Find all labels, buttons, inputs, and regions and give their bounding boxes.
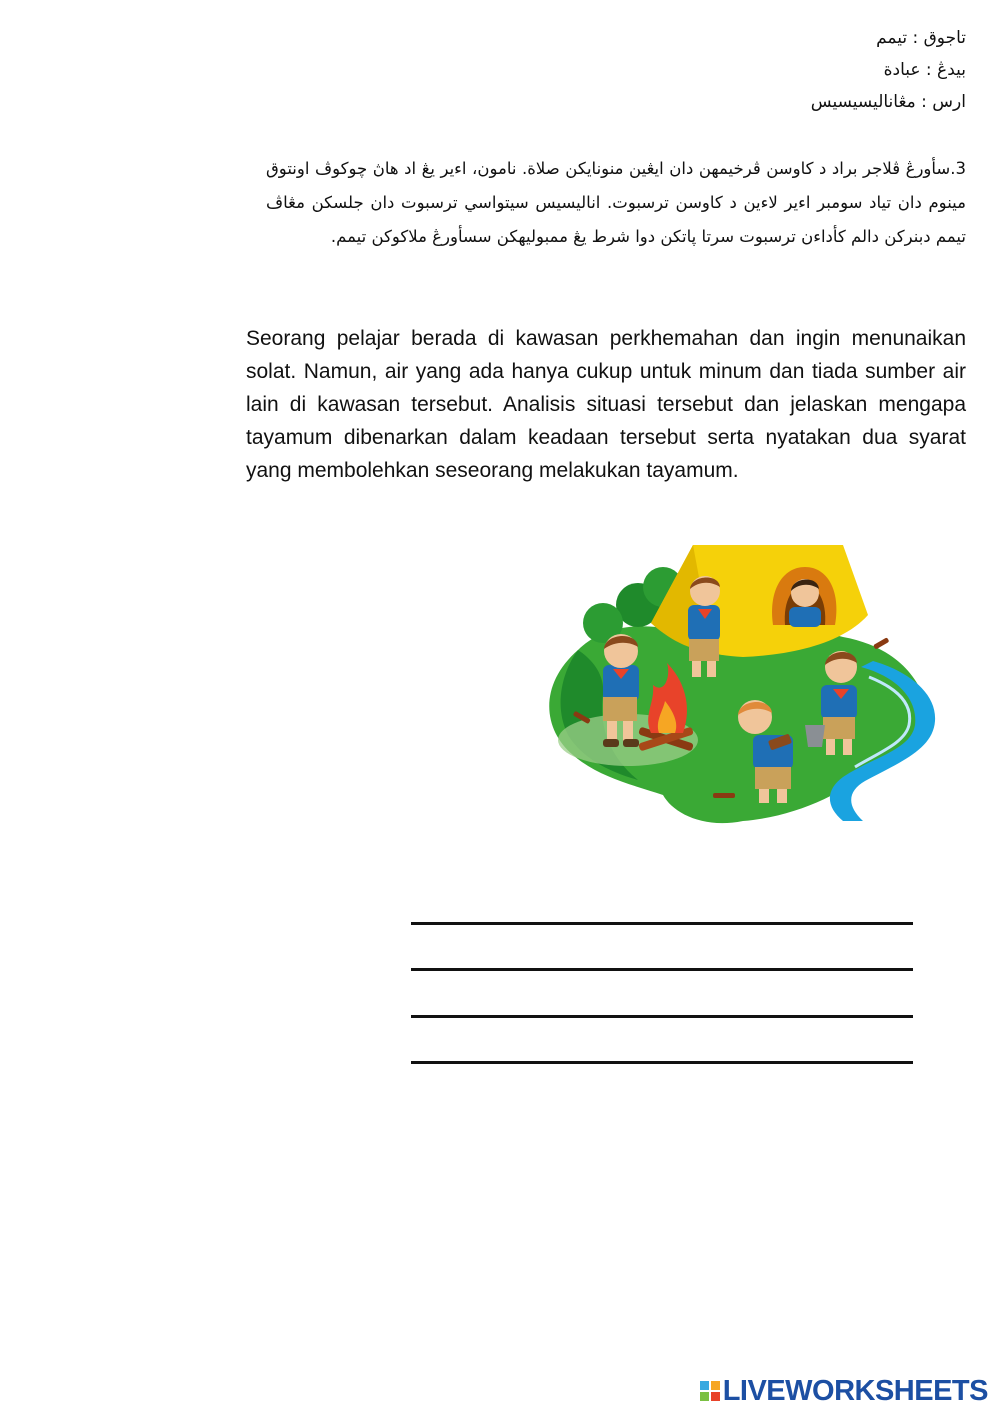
answer-line-1[interactable] xyxy=(411,922,913,925)
liveworksheets-logo-icon xyxy=(700,1381,720,1401)
bucket xyxy=(805,725,825,747)
answer-line-3[interactable] xyxy=(411,1015,913,1018)
stick xyxy=(873,637,889,649)
stick xyxy=(713,793,735,798)
answer-line-2[interactable] xyxy=(411,968,913,971)
brand-name: LIVEWORKSHEETS xyxy=(722,1374,988,1407)
field-label: بيدڠ : عبادة xyxy=(883,60,966,80)
level-label: ارس : مڠاناليسيسيس xyxy=(810,92,966,112)
worksheet-header xyxy=(466,22,966,118)
topic-label: تاجوق : تيمم xyxy=(876,28,966,48)
camping-scene-illustration xyxy=(543,545,943,833)
question-rumi: Seorang pelajar berada di kawasan perkhemahan dan ingin menunaikan solat. Namun, air yang ada hanya cukup untuk minum dan tiada sumber air lain di kawasan tersebut. Analisis situasi tersebut dan jelaskan mengapa tayamum dibenarkan dalam keadaan tersebut serta nyatakan dua syarat yang membolehkan seseorang melakukan tayamum. xyxy=(246,327,966,482)
question-jawi: 3.سأورڠ ڤلاجر براد د کاوسن ڤرخيمهن دان ايڠين منونايکن صلاة. نامون، اءير يڠ اد هاڽ چوکوڤ اونتوق مينوم دان تياد سومبر اءير لاءين د کاوسن ترسبوت. اناليسيس سيتواسي ترسبوت دان جلسکن مڠاڤ تيمم دبنرکن دالم کأداءن ترسبوت سرتا ڽاتکن دوا شرط يڠ ممبوليهکن سسأورڠ ملاکوکن تيمم. xyxy=(266,159,966,246)
answer-line-4[interactable] xyxy=(411,1061,913,1064)
liveworksheets-logo xyxy=(700,1374,988,1408)
